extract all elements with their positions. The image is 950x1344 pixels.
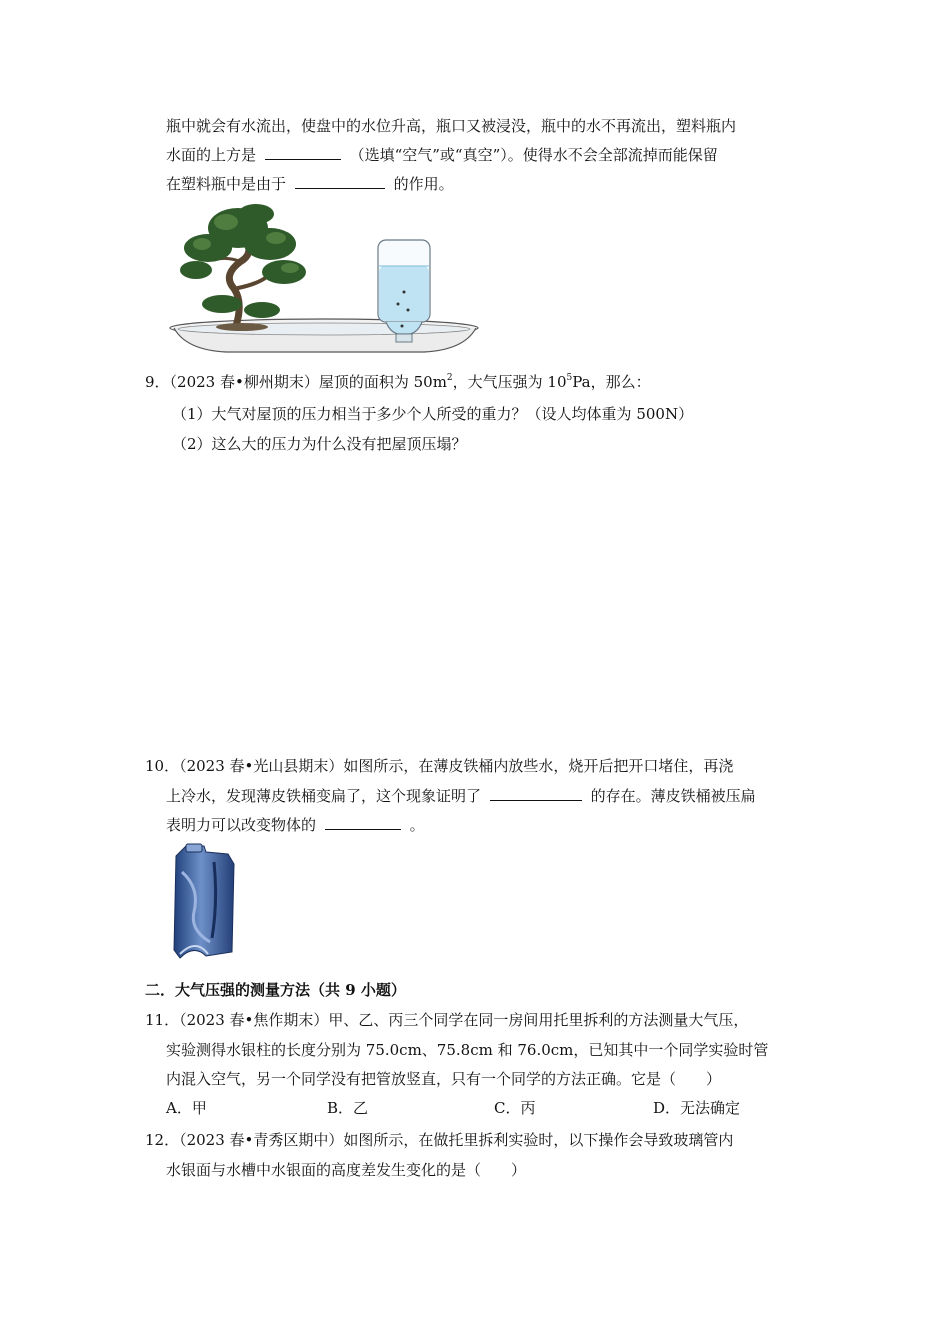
q8-line-2-end: （选填“空气”或“真空”）。使得水不会全部流掉而能保留: [349, 146, 718, 164]
crushed-can-figure: [166, 842, 240, 964]
q10-line-3-start: 表明力可以改变物体的: [166, 816, 317, 834]
q11-line-3: 内混入空气，另一个同学没有把管放竖直，只有一个同学的方法正确。它是（ ）: [166, 1070, 722, 1088]
q9-sup-pressure: 5: [566, 373, 573, 383]
q12-line-1-text: （2023 春•青秀区期中）如图所示，在做托里拆利实验时，以下操作会导致玻璃管内: [179, 1131, 734, 1149]
q8-answer-blank-1[interactable]: [265, 145, 341, 160]
q9-stem: [145, 372, 651, 392]
q10-line-3: [166, 815, 425, 835]
q10-line-2: [166, 786, 756, 806]
q8-line-3: [166, 174, 454, 194]
q8-line-3-start: 在塑料瓶中是由于: [166, 175, 287, 193]
q10-line-2-start: 上冷水，发现薄皮铁桶变扁了，这个现象证明了: [166, 787, 482, 805]
q11-stem-line-1: [145, 1010, 748, 1030]
q9-number: 9．: [145, 373, 170, 391]
q8-answer-blank-2[interactable]: [295, 174, 385, 189]
q11-line-1-text: （2023 春•焦作期末）甲、乙、丙三个同学在同一房间用托里拆利的方法测量大气压，: [179, 1011, 749, 1029]
q10-line-2-end: 的存在。薄皮铁桶被压扁: [590, 787, 756, 805]
q8-line-1: 瓶中就会有水流出，使盘中的水位升高，瓶口又被浸没，瓶中的水不再流出，塑料瓶内: [166, 117, 737, 135]
q9-text-pressure: ，大气压强为 10: [452, 373, 567, 391]
q9-sub-question-2: （2）这么大的压力为什么没有把屋顶压塌？: [172, 435, 467, 453]
q10-line-3-end: 。: [409, 816, 425, 834]
q11-option-b[interactable]: B．乙: [327, 1099, 369, 1117]
q10-line-1-text: （2023 春•光山县期末）如图所示，在薄皮铁桶内放些水，烧开后把开口堵住，再浇: [179, 757, 734, 775]
q12-stem-line-1: [145, 1130, 733, 1150]
bonsai-bottle-figure: [166, 200, 484, 360]
q12-number: 12．: [145, 1131, 180, 1149]
q11-line-2: 实验测得水银柱的长度分别为 75.0cm、75.8cm 和 76.0cm，已知其中一个同学实验时管: [166, 1041, 769, 1059]
q11-option-c[interactable]: C．丙: [494, 1099, 536, 1117]
q10-answer-blank-1[interactable]: [490, 786, 582, 801]
q12-line-2: 水银面与水槽中水银面的高度差发生变化的是（ ）: [166, 1161, 527, 1179]
q8-line-2: [166, 145, 718, 165]
q10-stem-line-1: [145, 756, 733, 776]
q10-number: 10．: [145, 757, 180, 775]
q11-number: 11．: [145, 1011, 180, 1029]
q9-text-end: Pa，那么：: [572, 373, 651, 391]
q11-option-d[interactable]: D．无法确定: [653, 1099, 741, 1117]
q8-line-3-end: 的作用。: [393, 175, 454, 193]
q9-sub-question-1: （1）大气对屋顶的压力相当于多少个人所受的重力？（设人均体重为 500N）: [172, 405, 694, 423]
q8-line-2-start: 水面的上方是: [166, 146, 257, 164]
section-2-heading: 二．大气压强的测量方法（共 9 小题）: [145, 981, 406, 999]
q9-text-area: （2023 春•柳州期末）屋顶的面积为 50m: [169, 373, 447, 391]
q11-option-a[interactable]: A．甲: [166, 1099, 207, 1117]
q9-sup-area: 2: [446, 373, 453, 383]
q10-answer-blank-2[interactable]: [325, 815, 401, 830]
